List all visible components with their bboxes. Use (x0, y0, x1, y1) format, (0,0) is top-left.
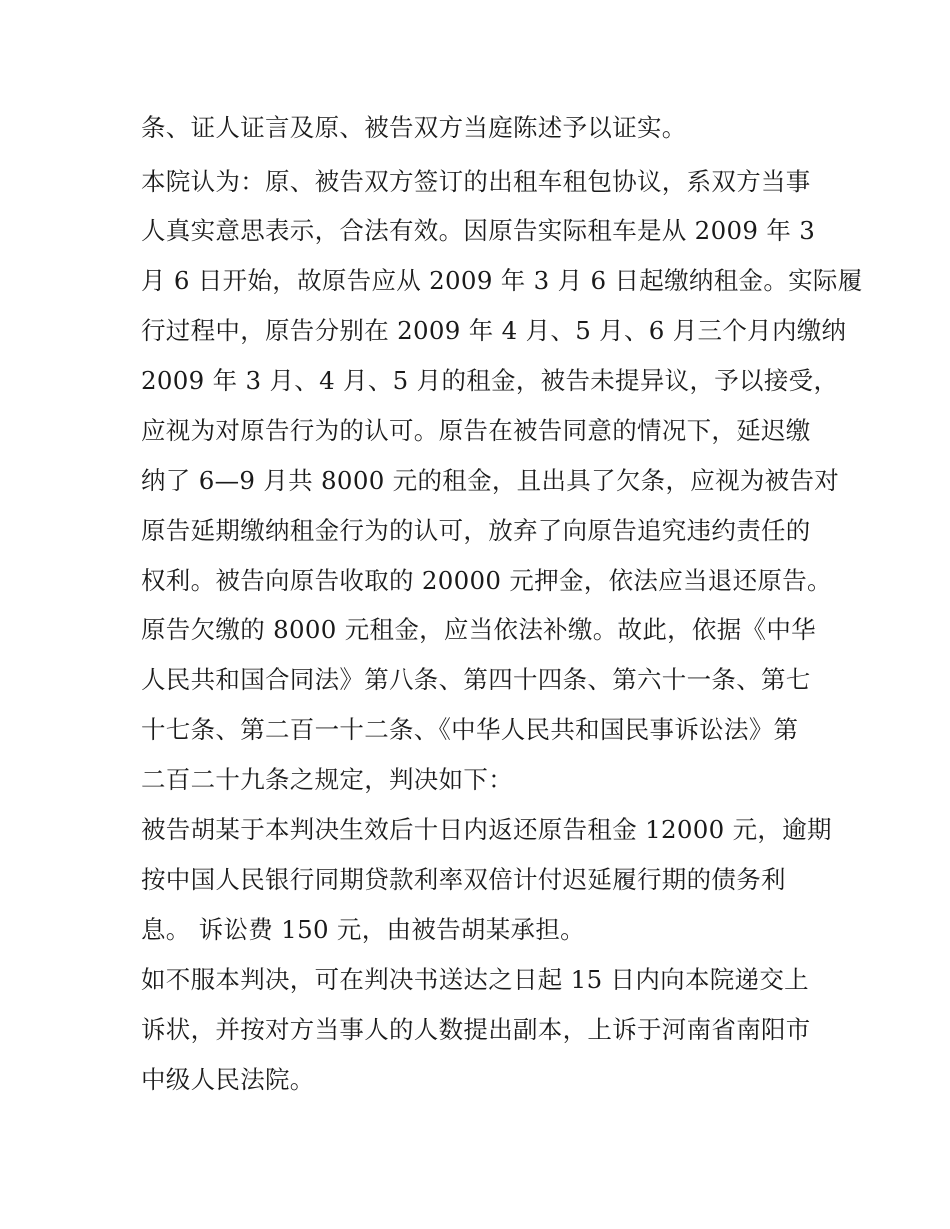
text-line: 被告胡某于本判决生效后十日内返还原告租金 12000 元，逾期 (141, 815, 832, 844)
text-line: 纳了 6—9 月共 8000 元的租金，且出具了欠条，应视为被告对 (141, 466, 840, 495)
text-line: 原告延期缴纳租金行为的认可，放弃了向原告追究违约责任的 (141, 516, 811, 545)
text-line: 息。 诉讼费 150 元，由被告胡某承担。 (141, 915, 585, 944)
text-line: 条、证人证言及原、被告双方当庭陈述予以证实。 (141, 113, 687, 142)
text-line: 原告欠缴的 8000 元租金，应当依法补缴。故此，依据《中华 (141, 615, 816, 644)
text-line: 诉状，并按对方当事人的人数提出副本，上诉于河南省南阳市 (141, 1015, 811, 1044)
text-line: 中级人民法院。 (141, 1065, 315, 1094)
text-line: 二百二十九条之规定，判决如下： (141, 765, 513, 794)
text-line: 2009 年 3 月、4 月、5 月的租金，被告未提异议，予以接受， (141, 366, 839, 395)
text-line: 按中国人民银行同期贷款利率双倍计付迟延履行期的债务利 (141, 865, 786, 894)
text-line: 月 6 日开始，故原告应从 2009 年 3 月 6 日起缴纳租金。实际履 (141, 266, 863, 295)
text-line: 人民共和国合同法》第八条、第四十四条、第六十一条、第七 (141, 665, 811, 694)
text-line: 人真实意思表示，合法有效。因原告实际租车是从 2009 年 3 (141, 216, 816, 245)
text-line: 十七条、第二百一十二条、《中华人民共和国民事诉讼法》第 (141, 715, 799, 744)
text-line: 权利。被告向原告收取的 20000 元押金，依法应当退还原告。 (141, 566, 832, 595)
text-line: 本院认为：原、被告双方签订的出租车租包协议，系双方当事 (141, 167, 811, 196)
text-line: 应视为对原告行为的认可。原告在被告同意的情况下，延迟缴 (141, 416, 811, 445)
text-line: 行过程中，原告分别在 2009 年 4 月、5 月、6 月三个月内缴纳 (141, 316, 847, 345)
text-line: 如不服本判决，可在判决书送达之日起 15 日内向本院递交上 (141, 965, 809, 994)
